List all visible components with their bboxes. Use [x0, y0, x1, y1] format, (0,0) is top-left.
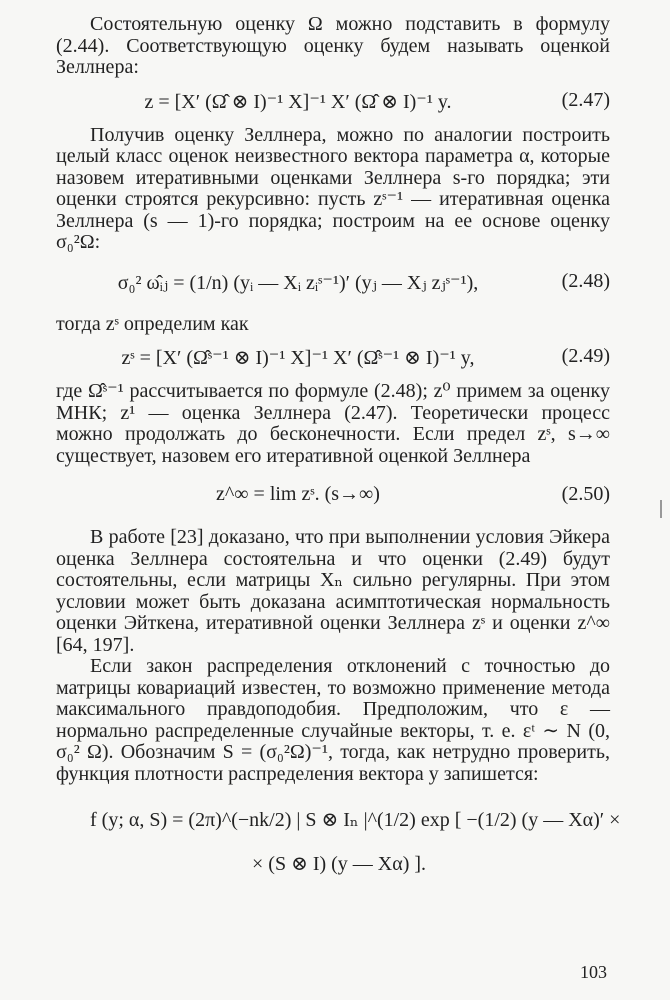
equation-2-48 [56, 258, 610, 310]
equation-2-47-body: z = [X′ (Ω̂ ⊗ I)⁻¹ X]⁻¹ X′ (Ω̂ ⊗ I)⁻¹ y. [144, 90, 452, 113]
equation-density-line-1-body: f (y; α, S) = (2π)^(−nk/2) | S ⊗ Iₙ |^(1/2) exp [ −(1/2) (y — Xα)′ × [90, 809, 621, 831]
equation-density-line-2-body: × (S ⊗ I) (y — Xα) ]. [252, 853, 427, 875]
equation-2-47-number: (2.47) [561, 88, 610, 111]
paragraph-3: тогда zˢ определим как [56, 312, 249, 335]
paragraph-1: Состоятельную оценку Ω можно подставить в формулу (2.44). Соответствующую оценку будем называть оценкой Зеллнера: [56, 13, 610, 78]
paragraph-2: Получив оценку Зеллнера, можно по аналогии построить целый класс оценок неизвестного вектора параметра α, которые назовем итеративными оценками Зеллнера s-го порядка; эти оценки строятся рекурсивно: пусть zˢ⁻¹ — итеративная оценка Зеллнера (s — 1)-го порядка; построим на ее основе оценку σ₀²Ω: [56, 123, 610, 253]
equation-2-49-body: zˢ = [X′ (Ω̂ˢ⁻¹ ⊗ I)⁻¹ X]⁻¹ X′ (Ω̂ˢ⁻¹ ⊗ I)⁻¹ y, [121, 347, 475, 369]
equation-density-line-2 [56, 843, 610, 889]
page-number: 103 [580, 962, 607, 982]
equation-2-49 [56, 339, 610, 377]
margin-mark [660, 500, 662, 518]
equation-density-line-1 [56, 789, 621, 839]
equation-2-48-number: (2.48) [561, 269, 610, 292]
paragraph-4: где Ω̂ˢ⁻¹ рассчитывается по формуле (2.48); z⁰ примем за оценку МНК; z¹ — оценка Зеллнера (2.47). Теоретически процесс можно продолжать до бесконечности. Если предел zˢ, s→∞ существует, назовем его итеративной оценкой Зеллнера [56, 380, 610, 467]
equation-2-50 [56, 471, 610, 523]
page-body [56, 13, 621, 893]
equation-2-49-number: (2.49) [561, 345, 610, 367]
equation-2-50-number: (2.50) [561, 483, 610, 505]
paragraph-5: В работе [23] доказано, что при выполнении условия Эйкера оценка Зеллнера состоятельна и что оценки (2.49) будут состоятельны, если матрицы Xₙ сильно регулярны. При этом условии может быть доказана асимптотическая нормальность оценки Эйткена, итеративной оценки Зеллнера zˢ и оценки z^∞ [64, 197]. [56, 526, 610, 656]
equation-2-50-body: z^∞ = lim zˢ. (s→∞) [216, 483, 380, 505]
equation-2-47 [56, 83, 610, 121]
paragraph-6: Если закон распределения отклонений с точностью до матрицы ковариаций известен, то возможно применение метода максимального правдоподобия. Предположим, что ε — нормально распределенные случайные векторы, т. е. εᵗ ∼ N (0, σ₀² Ω). Обозначим S = (σ₀²Ω)⁻¹, тогда, как нетрудно проверить, функция плотности распределения вектора y запишется: [56, 655, 610, 785]
equation-2-48-body: σ₀² ω̂ᵢⱼ = (1/n) (yᵢ — Xᵢ zᵢˢ⁻¹)′ (yⱼ — Xⱼ zⱼˢ⁻¹), [117, 271, 479, 294]
